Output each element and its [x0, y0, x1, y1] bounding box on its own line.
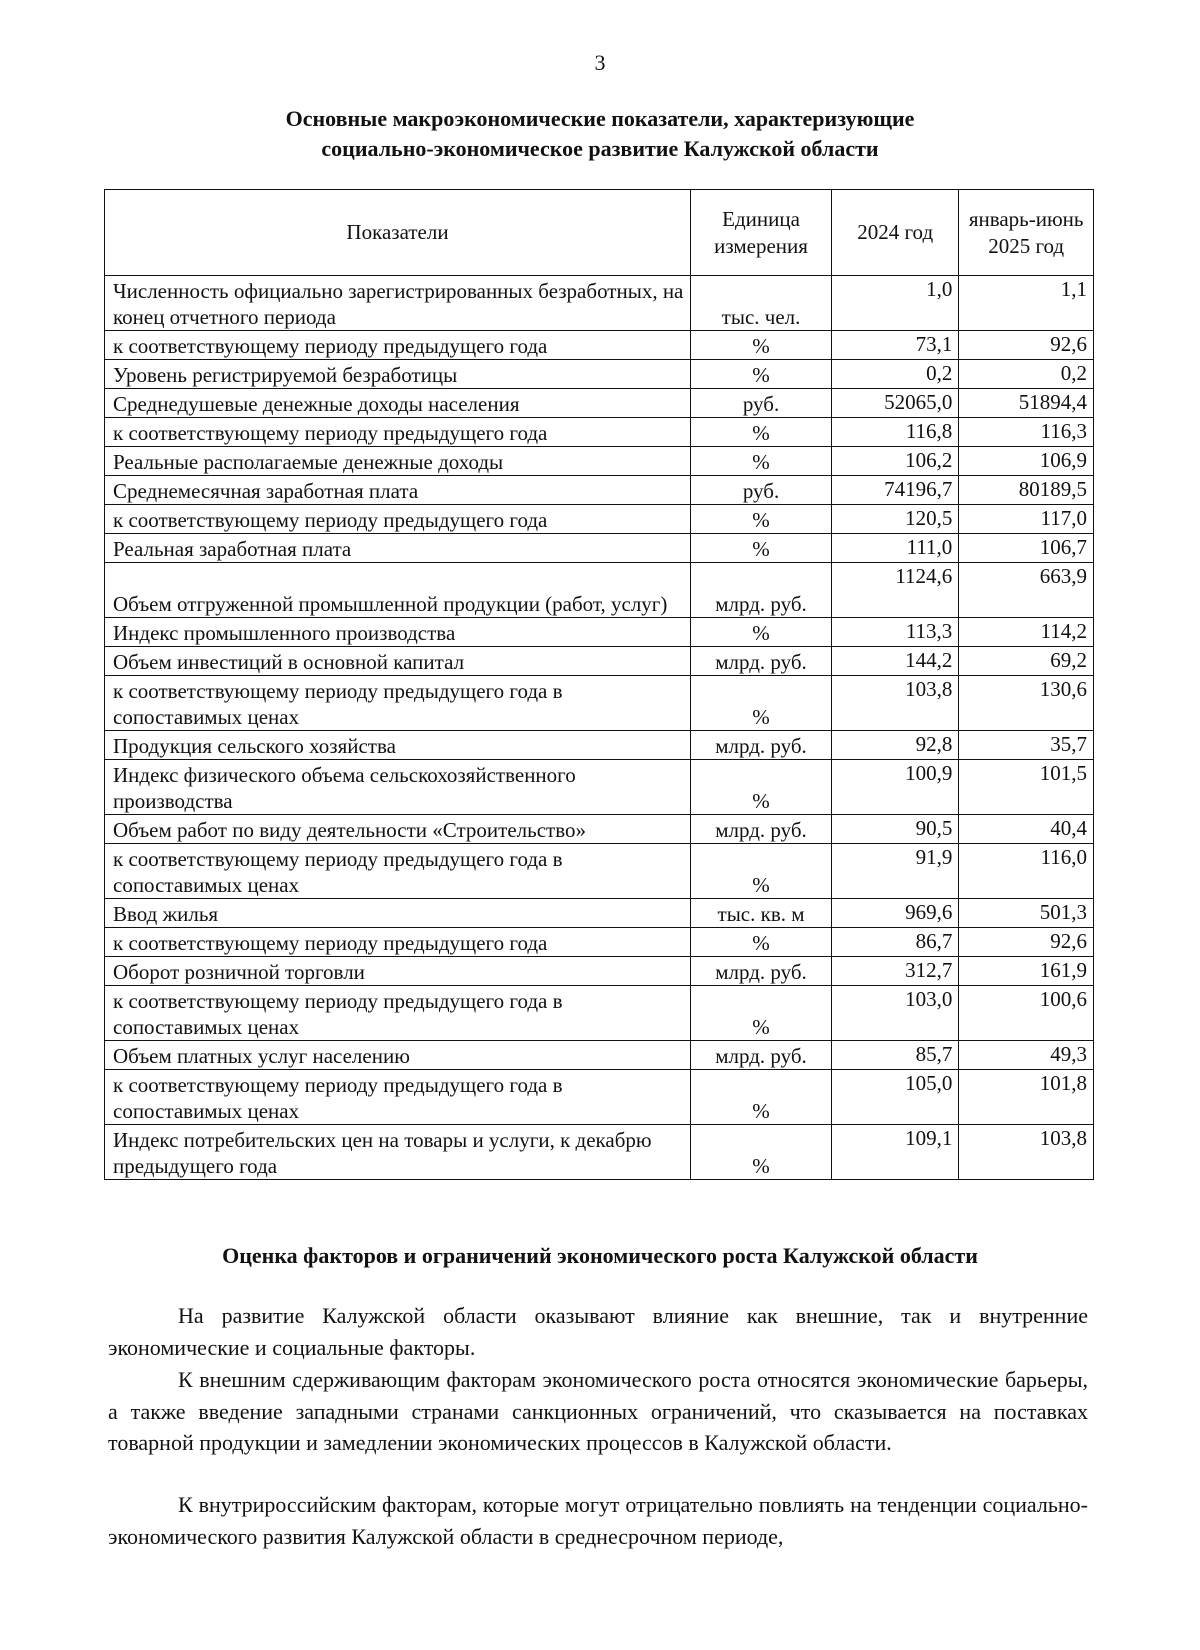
row-value-2024: 103,0 [832, 986, 959, 1041]
row-unit: тыс. кв. м [691, 899, 832, 928]
table-row [105, 389, 1094, 418]
row-unit: % [691, 844, 832, 899]
table-row [105, 731, 1094, 760]
table-row [105, 360, 1094, 389]
row-name: Объем отгруженной промышленной продукции (работ, услуг) [105, 563, 691, 618]
row-name: к соответствующему периоду предыдущего года [105, 505, 691, 534]
row-unit: % [691, 1125, 832, 1180]
row-value-2025: 114,2 [959, 618, 1094, 647]
header-jan-jun-2025: январь-июнь 2025 год [959, 190, 1094, 276]
row-value-2025: 116,0 [959, 844, 1094, 899]
row-value-2025: 106,9 [959, 447, 1094, 476]
row-value-2024: 100,9 [832, 760, 959, 815]
row-value-2025: 663,9 [959, 563, 1094, 618]
row-value-2024: 106,2 [832, 447, 959, 476]
row-value-2025: 51894,4 [959, 389, 1094, 418]
row-name: к соответствующему периоду предыдущего года [105, 418, 691, 447]
row-unit: млрд. руб. [691, 1041, 832, 1070]
row-unit: % [691, 760, 832, 815]
row-value-2024: 120,5 [832, 505, 959, 534]
row-unit: % [691, 986, 832, 1041]
row-value-2024: 52065,0 [832, 389, 959, 418]
table-row [105, 986, 1094, 1041]
row-name: к соответствующему периоду предыдущего года [105, 928, 691, 957]
row-name: к соответствующему периоду предыдущего года в сопоставимых ценах [105, 844, 691, 899]
page-number: 3 [594, 50, 606, 75]
table-row [105, 957, 1094, 986]
row-value-2024: 86,7 [832, 928, 959, 957]
header-indicator: Показатели [105, 190, 691, 276]
table-row [105, 618, 1094, 647]
table-row [105, 447, 1094, 476]
table-row [105, 331, 1094, 360]
row-unit: % [691, 331, 832, 360]
row-value-2024: 109,1 [832, 1125, 959, 1180]
row-unit: % [691, 1070, 832, 1125]
indicators-table [104, 189, 1094, 1180]
row-name: Продукция сельского хозяйства [105, 731, 691, 760]
header-unit: Единица измерения [691, 190, 832, 276]
row-name: Объем инвестиций в основной капитал [105, 647, 691, 676]
row-name: к соответствующему периоду предыдущего года в сопоставимых ценах [105, 676, 691, 731]
row-value-2025: 117,0 [959, 505, 1094, 534]
row-value-2025: 35,7 [959, 731, 1094, 760]
table-row [105, 844, 1094, 899]
header-year-2024: 2024 год [832, 190, 959, 276]
row-value-2025: 40,4 [959, 815, 1094, 844]
row-value-2024: 1,0 [832, 276, 959, 331]
row-unit: млрд. руб. [691, 563, 832, 618]
row-name: Индекс потребительских цен на товары и услуги, к декабрю предыдущего года [105, 1125, 691, 1180]
row-value-2025: 106,7 [959, 534, 1094, 563]
row-unit: млрд. руб. [691, 957, 832, 986]
paragraph: К внутрироссийским факторам, которые могут отрицательно повлиять на тенденции социально-экономического развития Калужской области в среднесрочном периоде, [108, 1492, 1088, 1549]
row-value-2024: 111,0 [832, 534, 959, 563]
row-unit: руб. [691, 389, 832, 418]
row-unit: % [691, 928, 832, 957]
paragraph: На развитие Калужской области оказывают влияние как внешние, так и внутренние экономические и социальные факторы. [108, 1303, 1088, 1360]
row-unit: тыс. чел. [691, 276, 832, 331]
row-value-2025: 100,6 [959, 986, 1094, 1041]
row-value-2025: 1,1 [959, 276, 1094, 331]
row-value-2024: 105,0 [832, 1070, 959, 1125]
row-value-2024: 103,8 [832, 676, 959, 731]
table-row [105, 534, 1094, 563]
row-unit: млрд. руб. [691, 731, 832, 760]
row-value-2025: 103,8 [959, 1125, 1094, 1180]
page-title-line-2: социально-экономическое развитие Калужской области [321, 136, 879, 161]
table-body [105, 276, 1094, 1180]
row-name: к соответствующему периоду предыдущего года [105, 331, 691, 360]
row-name: Оборот розничной торговли [105, 957, 691, 986]
table-row [105, 276, 1094, 331]
page-title-line-1: Основные макроэкономические показатели, характеризующие [285, 106, 915, 131]
row-value-2024: 144,2 [832, 647, 959, 676]
row-value-2024: 73,1 [832, 331, 959, 360]
row-unit: млрд. руб. [691, 815, 832, 844]
row-value-2025: 92,6 [959, 331, 1094, 360]
row-value-2025: 501,3 [959, 899, 1094, 928]
row-name: Реальная заработная плата [105, 534, 691, 563]
row-unit: % [691, 618, 832, 647]
row-value-2025: 130,6 [959, 676, 1094, 731]
table-row [105, 476, 1094, 505]
row-value-2025: 49,3 [959, 1041, 1094, 1070]
row-name: Объем платных услуг населению [105, 1041, 691, 1070]
row-name: к соответствующему периоду предыдущего года в сопоставимых ценах [105, 986, 691, 1041]
table-row [105, 418, 1094, 447]
table-row [105, 505, 1094, 534]
row-value-2025: 116,3 [959, 418, 1094, 447]
row-name: Среднемесячная заработная плата [105, 476, 691, 505]
row-value-2024: 85,7 [832, 1041, 959, 1070]
row-value-2024: 969,6 [832, 899, 959, 928]
row-unit: % [691, 505, 832, 534]
row-name: Индекс промышленного производства [105, 618, 691, 647]
row-unit: % [691, 534, 832, 563]
table-row [105, 563, 1094, 618]
row-value-2024: 116,8 [832, 418, 959, 447]
row-name: Численность официально зарегистрированных безработных, на конец отчетного периода [105, 276, 691, 331]
row-name: Реальные располагаемые денежные доходы [105, 447, 691, 476]
row-value-2024: 92,8 [832, 731, 959, 760]
table-row [105, 1070, 1094, 1125]
row-unit: руб. [691, 476, 832, 505]
row-value-2024: 74196,7 [832, 476, 959, 505]
table-row [105, 760, 1094, 815]
row-value-2025: 101,5 [959, 760, 1094, 815]
row-value-2024: 90,5 [832, 815, 959, 844]
row-value-2025: 69,2 [959, 647, 1094, 676]
row-value-2025: 101,8 [959, 1070, 1094, 1125]
section-title: Оценка факторов и ограничений экономического роста Калужской области [222, 1243, 978, 1268]
table-row [105, 676, 1094, 731]
row-unit: % [691, 676, 832, 731]
table-row [105, 815, 1094, 844]
table-header-row [105, 190, 1094, 276]
row-unit: млрд. руб. [691, 647, 832, 676]
row-value-2024: 1124,6 [832, 563, 959, 618]
row-value-2025: 0,2 [959, 360, 1094, 389]
row-unit: % [691, 418, 832, 447]
row-unit: % [691, 447, 832, 476]
paragraph: К внешним сдерживающим факторам экономического роста относятся экономические барьеры, а также введение западными странами санкционных ограничений, что сказывается на поставках товарной продукции и замедлении экономических процессов в Калужской области. [108, 1367, 1088, 1455]
row-value-2024: 91,9 [832, 844, 959, 899]
row-name: Индекс физического объема сельскохозяйственного производства [105, 760, 691, 815]
row-name: Уровень регистрируемой безработицы [105, 360, 691, 389]
table-row [105, 647, 1094, 676]
row-name: Ввод жилья [105, 899, 691, 928]
table-row [105, 1041, 1094, 1070]
row-value-2025: 161,9 [959, 957, 1094, 986]
row-name: Среднедушевые денежные доходы населения [105, 389, 691, 418]
table-row [105, 1125, 1094, 1180]
table-row [105, 928, 1094, 957]
row-name: к соответствующему периоду предыдущего года в сопоставимых ценах [105, 1070, 691, 1125]
row-value-2025: 80189,5 [959, 476, 1094, 505]
table-row [105, 899, 1094, 928]
page-title [100, 104, 1100, 164]
row-name: Объем работ по виду деятельности «Строительство» [105, 815, 691, 844]
row-value-2024: 312,7 [832, 957, 959, 986]
row-value-2025: 92,6 [959, 928, 1094, 957]
row-value-2024: 0,2 [832, 360, 959, 389]
row-value-2024: 113,3 [832, 618, 959, 647]
row-unit: % [691, 360, 832, 389]
